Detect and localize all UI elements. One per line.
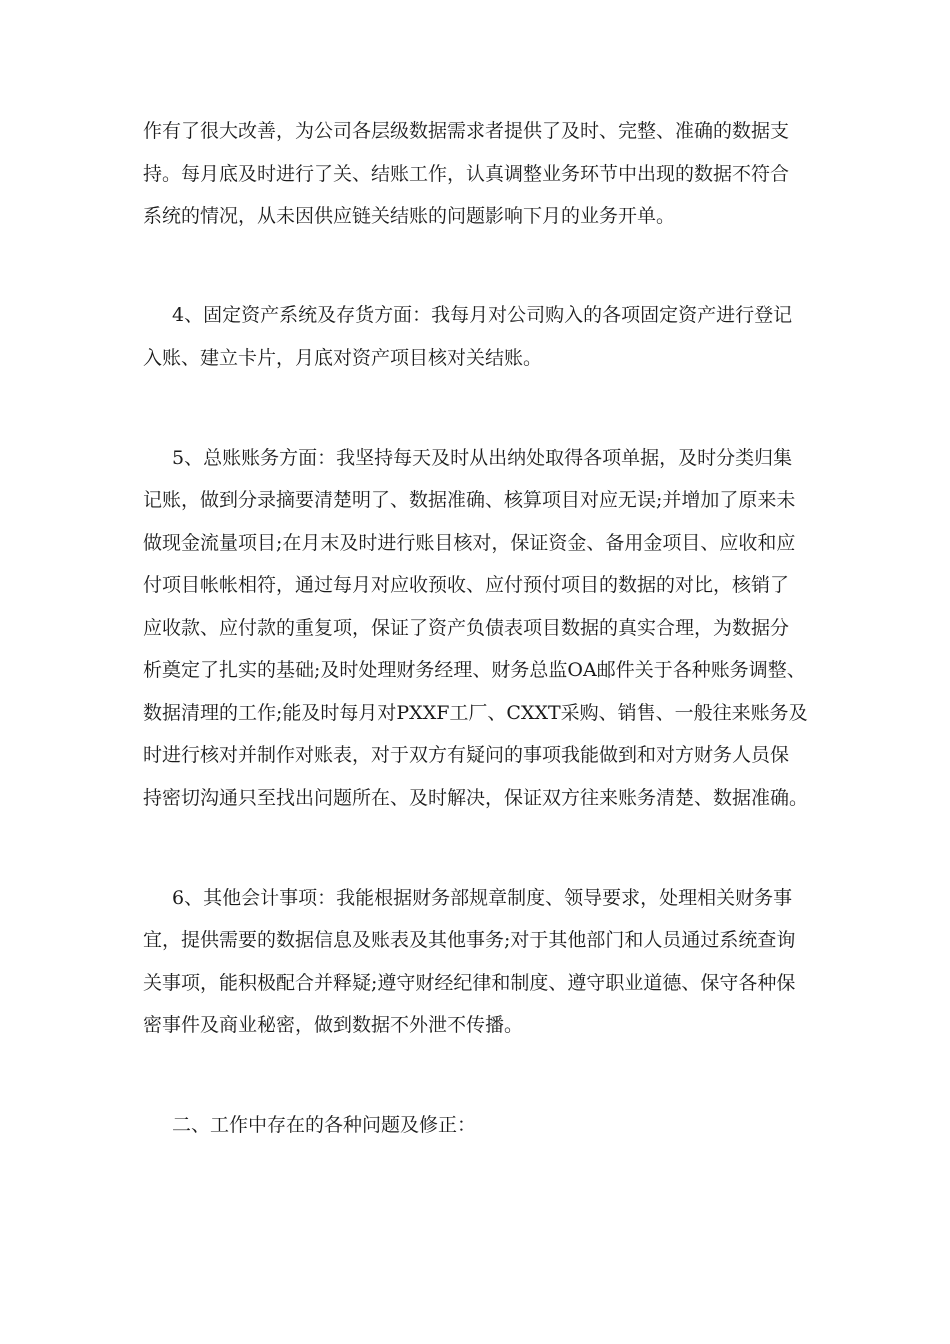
paragraph-line: 5、总账账务方面：我坚持每天及时从出纳处取得各项单据，及时分类归集 bbox=[172, 447, 793, 469]
paragraph-line: 4、固定资产系统及存货方面：我每月对公司购入的各项固定资产进行登记 bbox=[172, 304, 793, 326]
paragraph-line: 做现金流量项目;在月末及时进行账目核对，保证资金、备用金项目、应收和应 bbox=[143, 532, 796, 554]
paragraph-line: 6、其他会计事项：我能根据财务部规章制度、领导要求，处理相关财务事 bbox=[172, 887, 793, 909]
paragraph-line: 付项目帐帐相符，通过每月对应收预收、应付预付项目的数据的对比，核销了 bbox=[143, 574, 790, 596]
paragraph-line: 持密切沟通只至找出问题所在、及时解决，保证双方往来账务清楚、数据准确。 bbox=[143, 787, 809, 809]
paragraph-line: 时进行核对并制作对账表，对于双方有疑问的事项我能做到和对方财务人员保 bbox=[143, 744, 790, 766]
paragraph-line: 析奠定了扎实的基础;及时处理财务经理、财务总监OA邮件关于各种账务调整、 bbox=[143, 659, 806, 681]
paragraph-line: 作有了很大改善，为公司各层级数据需求者提供了及时、完整、准确的数据支 bbox=[143, 120, 790, 142]
paragraph-line: 持。每月底及时进行了关、结账工作，认真调整业务环节中出现的数据不符合 bbox=[143, 163, 790, 185]
paragraph-line: 应收款、应付款的重复项，保证了资产负债表项目数据的真实合理，为数据分 bbox=[143, 617, 790, 639]
section-heading: 二、工作中存在的各种问题及修正： bbox=[172, 1114, 477, 1136]
paragraph-line: 数据清理的工作;能及时每月对PXXF工厂、CXXT采购、销售、一般往来账务及 bbox=[143, 702, 808, 724]
paragraph-line: 宜，提供需要的数据信息及账表及其他事务;对于其他部门和人员通过系统查询 bbox=[143, 929, 796, 951]
paragraph-line: 密事件及商业秘密，做到数据不外泄不传播。 bbox=[143, 1014, 524, 1036]
paragraph-line: 记账，做到分录摘要清楚明了、数据准确、核算项目对应无误;并增加了原来未 bbox=[143, 489, 796, 511]
paragraph-line: 系统的情况，从未因供应链关结账的问题影响下月的业务开单。 bbox=[143, 205, 676, 227]
paragraph-line: 关事项，能积极配合并释疑;遵守财经纪律和制度、遵守职业道德、保守各种保 bbox=[143, 972, 796, 994]
paragraph-line: 入账、建立卡片，月底对资产项目核对关结账。 bbox=[143, 347, 543, 369]
